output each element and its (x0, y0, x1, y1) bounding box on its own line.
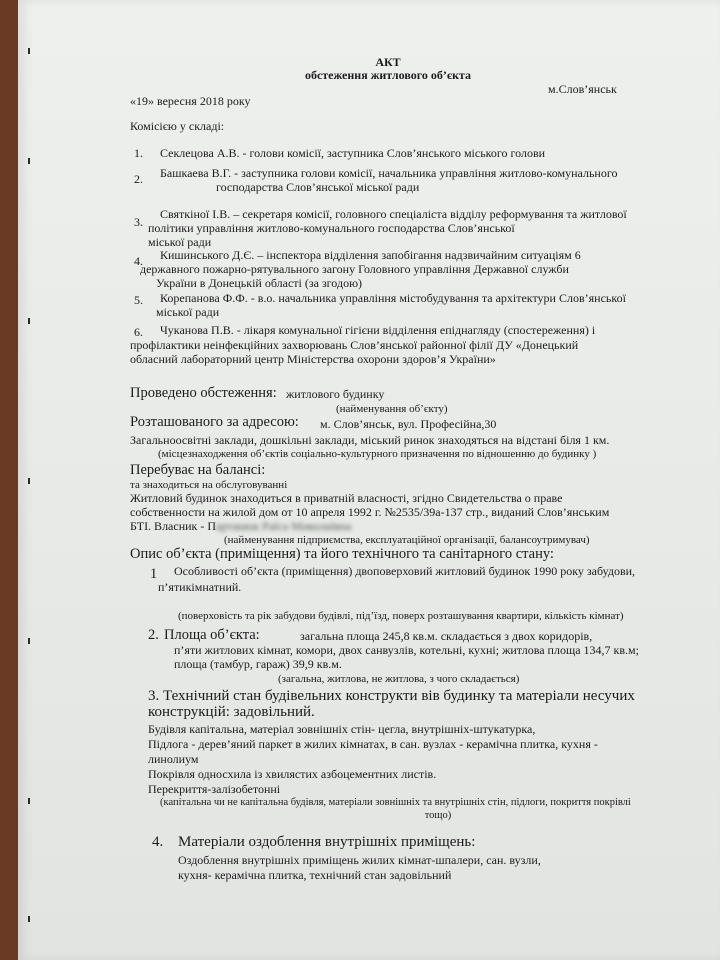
owner-name-redacted-suffix: иколаївна (301, 519, 352, 533)
balance-line3: собственности на жилой дом от 10 апреля 1992 г. №2535/39а-137 стр., виданий Слов’янським (130, 505, 610, 519)
document-city: м.Слов’янськ (548, 82, 617, 96)
item1-line2: п’ятикімнатний. (158, 580, 242, 594)
member-number: 3. (134, 215, 143, 229)
member-line: державного пожарно-рятувального загону Головного управління Державної служби (140, 262, 569, 276)
item3-hint1: (капітальна чи не капітальна будівля, матеріали зовнішніх та внутрішніх стін, підлоги, покриття покрівлі (160, 797, 631, 808)
item1-number: 1 (150, 566, 158, 582)
item3-detail1: Будівля капітальна, матеріал зовнішніх стін- цегла, внутрішніх-штукатурка, (148, 722, 536, 736)
item2-label: Площа об’єкта: (164, 627, 260, 643)
member-number: 1. (134, 146, 143, 160)
member-line: Кишинського Д.Є. – інспектора відділення запобігання надзвичайним ситуаціям 6 (160, 248, 581, 262)
document-subtitle: обстеження житлового об’єкта (304, 68, 472, 82)
survey-hint: (найменування об’єкту) (336, 403, 448, 415)
item2-hint: (загальна, житлова, не житлова, з чого складається) (278, 673, 520, 685)
item3-detail5: Перекриття-залізобетонні (148, 782, 281, 796)
member-line: профілактики неінфекційних захворювань Слов’янської районної філії ДУ «Донецький (130, 338, 579, 352)
balance-label: Перебуває на балансі: (130, 462, 266, 478)
item3-detail3: линолиум (148, 752, 199, 766)
binding-mark (28, 798, 30, 804)
document-date: «19» вересня 2018 року (130, 94, 251, 108)
survey-label: Проведено обстеження: (130, 385, 277, 401)
item4-label: Матеріали оздоблення внутрішніх приміщень: (178, 834, 476, 850)
item3-detail4: Покрівля односхила із хвилястих азбоцементних листів. (148, 767, 437, 781)
member-line: господарства Слов’янської міської ради (216, 180, 420, 194)
item2-line1: загальна площа 245,8 кв.м. складається з двох коридорів, (300, 629, 593, 643)
binding-mark (28, 158, 30, 164)
description-header: Опис об’єкта (приміщення) та його технічного та санітарного стану: (130, 546, 554, 562)
member-line: обласний лабораторний центр Міністерства охорони здоров’я України» (130, 352, 496, 366)
item4-line2: кухня- керамічна плитка, технічний стан задовільний (178, 868, 452, 882)
item4-number: 4. (152, 834, 164, 850)
item1-hint: (поверховість та рік забудови будівлі, під’їзд, поверх розташування квартири, кількість кімнат) (178, 610, 624, 622)
item3-hint2: тощо) (424, 810, 452, 821)
member-line: Чуканова П.В. - лікаря комунальної гігієни відділення епіднагляду (спостереження) і (160, 323, 596, 337)
item3-detail2: Підлога - дерев’яний паркет в жилих кімнатах, в сан. вузлах - керамічна плитка, кухня - (148, 737, 598, 751)
balance-line1: та знаходиться на обслуговуванні (130, 479, 288, 491)
binding-mark (28, 318, 30, 324)
survey-value: житлового будинку (286, 387, 385, 401)
item3-line1: 3. Технічний стан будівельних конструкти вів будинку та матеріали несучих (148, 688, 635, 704)
commission-intro: Комісією у складі: (130, 119, 225, 133)
binding-mark (28, 478, 30, 484)
facilities-hint: (місцезнаходження об’єктів соціально-культурного призначення по відношенню до будинку ) (158, 448, 597, 460)
balance-line2: Житловий будинок знаходиться в приватній власності, згідно Свидетельства о праве (130, 491, 563, 505)
member-line: Секлецова А.В. - голови комісії, заступника Слов’янського міського голови (160, 146, 546, 160)
item4-line1: Оздоблення внутрішніх приміщень жилих кімнат-шпалери, сан. вузли, (178, 853, 541, 867)
member-line: України в Донецькій області (за згодою) (156, 276, 363, 290)
address-value: м. Слов’янськ, вул. Професійна,30 (320, 417, 497, 431)
item2-line3: площа (тамбур, гараж) 39,9 кв.м. (174, 657, 342, 671)
address-label: Розташованого за адресою: (130, 414, 299, 430)
owner-prefix: БТІ. Власник - П (130, 519, 217, 533)
member-line: політики управління житлово-комунального господарства Слов’янської (148, 221, 515, 235)
balance-line4 (130, 519, 352, 533)
item3-line2: конструкцій: задовільний. (148, 704, 315, 720)
item2-number: 2. (148, 627, 159, 643)
item1-line1: Особливості об’єкта (приміщення) двоповерховий житловий будинок 1990 року забудови, (174, 564, 636, 578)
member-line: Башкаева В.Г. - заступника голови комісії, начальника управління житлово-комунального (160, 166, 618, 180)
binding-mark (28, 638, 30, 644)
member-number: 6. (134, 325, 143, 339)
member-number: 2. (134, 172, 143, 186)
binding-mark (28, 916, 30, 922)
document-page (18, 0, 720, 960)
balance-hint: (найменування підприємства, експлуатаційної організації, балансоутримувач) (224, 534, 590, 546)
member-line: міської ради (148, 235, 212, 249)
member-number: 4. (134, 254, 143, 268)
owner-name-redacted: артанюк Раїса М (216, 519, 302, 533)
document-title: АКТ (375, 55, 401, 69)
member-line: міської ради (156, 305, 220, 319)
member-number: 5. (134, 293, 143, 307)
item2-line2: п’яти житлових кімнат, комори, двох санвузлів, котельні, кухні; житлова площа 134,7 кв.м; (174, 643, 639, 657)
facilities-text: Загальноосвітні заклади, дошкільні заклади, міський ринок знаходяться на відстані біля 1 км. (130, 433, 610, 447)
binding-mark (28, 48, 30, 54)
member-line: Корепанова Ф.Ф. - в.о. начальника управління містобудування та архітектури Слов’янської (160, 291, 626, 305)
member-line: Святкіної І.В. – секретаря комісії, головного спеціаліста відділу реформування та житлової (160, 207, 627, 221)
